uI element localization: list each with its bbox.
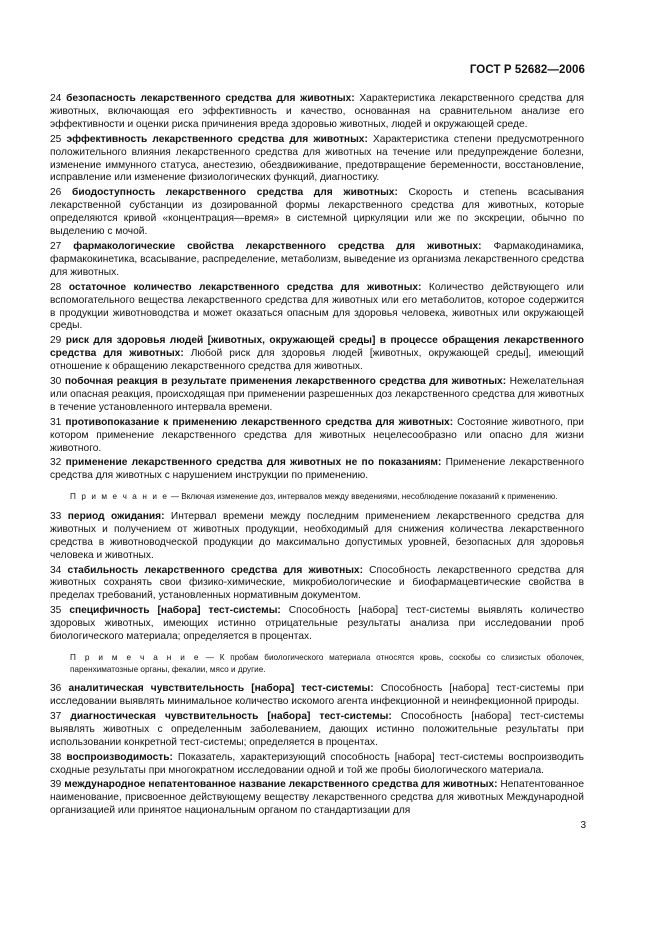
term-entry [50,187,584,239]
term-title: эффективность лекарственного средства для животных: [66,133,368,145]
entry-number: 30 [50,376,62,388]
term-definition: Характеристика степени предусмотренного положительного влияния лекарственного средства для животных на течение или предупреждение болезни, изменение иммунного статуса, анестезию, обездвиживание, предотвращение беременности, восстановление, исправление или изменение физиологических функций, диагностику. [50,133,584,184]
term-entry [50,605,584,644]
term-definition: Характеристика лекарственного средства для животных, включающая его эффективность и качество, основанная на сравнительном анализе его эффективности и оценки риска причинения вреда здоровью животных, людей и окружающей среде. [50,93,584,130]
entry-number: 24 [50,93,62,104]
term-definition: Фармакодинамика, фармакокинетика, всасывание, распределение, метаболизм, выведение из организма лекарственного средства для животных. [50,240,584,278]
term-entry [50,417,584,456]
term-title: побочная реакция в результате применения лекарственного средства для животных: [64,376,507,388]
term-definition: Интервал времени между последним применением лекарственного средства для животных и получением от животных продукции, необходимый для снижения количества лекарственного средства в животноводческой продукции до максимально допустимых уровней, безопасных для здоровья человека и животных. [50,510,584,561]
term-title: безопасность лекарственного средства для животных: [66,93,355,104]
term-definition: Способность лекарственного средства для животных сохранять свои физико-химические, микробиологические и биофармацевтические свойства в пределах требований, установленных нормативным документом. [50,564,584,602]
term-title: применение лекарственного средства для животных не по показаниям: [65,457,442,469]
term-title: воспроизводимость: [66,751,173,763]
note-label: П р и м е ч а н и е [70,652,200,662]
note [50,491,584,503]
term-definition: Любой риск для здоровья людей [животных, окружающей среды], имеющий отношение к обращению лекарственного средства для животных. [50,348,584,373]
term-entry [50,241,584,280]
entry-number: 37 [50,710,62,722]
entry-number: 27 [50,240,62,252]
term-entry [50,282,584,334]
term-definition: Количество действующего или вспомогательного вещества лекарственного средства для животных или его метаболитов, которое содержится в продукции животноводства и может оказаться опасным для здоровья человека, животных или окружающей среды. [50,281,584,332]
term-title: аналитическая чувствительность [набора] тест-системы: [68,683,374,695]
term-title: международное непатентованное название лекарственного средства для животных: [64,779,498,791]
term-definition: Скорость и степень всасывания лекарственной субстанции из дозированной формы лекарственного средства для животных, которые определяются кривой «концентрация—время» в системной циркуляции или же по экскреции, обычно по выделению с мочой. [50,187,584,238]
term-definition: Состояние животного, при котором применение лекарственного средства для животных нецелесообразно или опасно для жизни животного. [50,416,584,454]
document-body [50,93,584,820]
term-entry [50,335,584,374]
page-number: 3 [580,820,586,831]
term-definition: Способность [набора] тест-системы при исследовании выявлять минимальное количество искомого агента инфекционной и неинфекционной природы. [50,683,584,708]
entry-number: 33 [50,510,62,522]
entry-number: 29 [50,335,62,347]
term-entry [50,711,584,750]
term-definition: Нежелательная или опасная реакция, происходящая при применении разрешенных доз лекарственного средства для животных в течение установленного интервала времени. [50,376,584,413]
entry-number: 39 [50,779,62,791]
term-entry [50,376,584,415]
term-title: специфичность [набора] тест-системы: [69,605,281,617]
entry-number: 28 [50,281,62,293]
entry-number: 36 [50,683,62,695]
term-definition: Способность [набора] тест-системы выявлять животных с определенным заболеванием, дающих истинно положительные результаты при использовании конкретной тест-системы; определяется в процентах. [50,710,584,748]
term-definition: Непатентованное наименование, присвоенное действующему веществу лекарственного средства для животных Международной организацией или принятое национальным органом по стандартизации для [50,779,584,817]
term-title: стабильность лекарственного средства для животных: [67,564,363,576]
term-title: фармакологические свойства лекарственного средства для животных: [73,240,482,252]
entry-number: 34 [50,564,62,576]
term-entry [50,565,584,604]
note-text: — Включая изменение доз, интервалов между введениями, несоблюдение показаний к применению. [168,492,558,502]
entry-number: 38 [50,751,62,763]
note-text: — К пробам биологического материала относятся кровь, соскобы со слизистых оболочек, паренхиматозные органы, фекалии, мясо и другие. [70,652,584,674]
term-title: диагностическая чувствительность [набора] тест-системы: [70,710,392,722]
term-title: остаточное количество лекарственного средства для животных: [68,281,422,293]
entry-number: 32 [50,457,62,469]
term-title: риск для здоровья людей [животных, окружающей среды] в процессе обращения лекарственного средства для животных: [50,335,584,360]
term-definition: Применение лекарственного средства для животных с нарушением инструкции по применению. [50,457,584,482]
entry-number: 26 [50,187,62,199]
term-title: биодоступность лекарственного средства для животных: [72,187,398,199]
term-entry [50,683,584,709]
term-entry [50,752,584,778]
term-entry [50,457,584,483]
document-header: ГОСТ Р 52682—2006 [469,64,585,76]
note-label: П р и м е ч а н и е [70,492,169,502]
note [50,652,584,675]
term-entry [50,134,584,186]
term-title: период ожидания: [67,510,165,522]
term-definition: Показатель, характеризующий способность [набора] тест-системы воспроизводить сходные результаты при многократном исследовании одной и той же пробы биологического материала. [50,751,584,776]
term-entry [50,511,584,563]
entry-number: 25 [50,133,62,145]
entry-number: 31 [50,416,62,428]
term-entry [50,779,584,818]
term-entry [50,93,584,132]
term-definition: Способность [набора] тест-системы выявлять количество здоровых животных, имеющих истинно отрицательные результаты анализа при исследовании проб биологического материала; определяется в процентах. [50,605,584,643]
entry-number: 35 [50,605,62,617]
term-title: противопоказание к применению лекарственного средства для животных: [65,416,454,428]
